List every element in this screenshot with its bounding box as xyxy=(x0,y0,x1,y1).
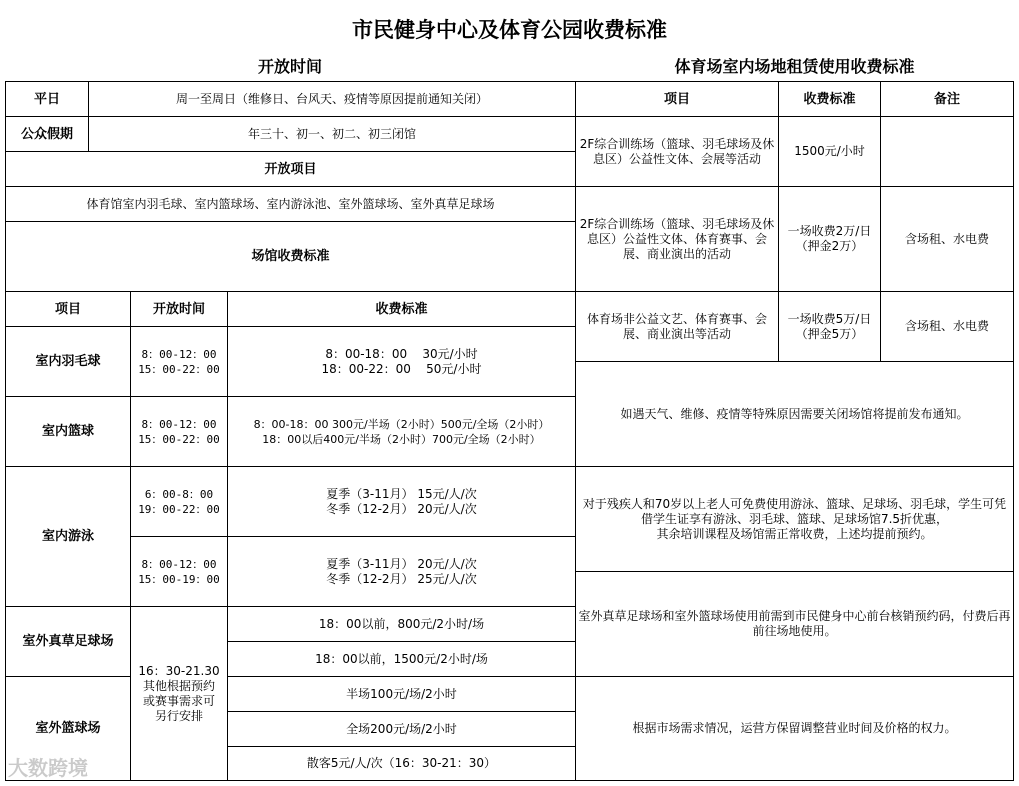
basketball-fee: 8：00-18：00 300元/半场（2小时）500元/全场（2小时） 18：00以后400元/半场（2小时）700元/全场（2小时） xyxy=(227,396,576,467)
rent-row-1-item: 2F综合训练场（篮球、羽毛球场及休息区）公益性文体、会展等活动 xyxy=(575,116,779,187)
rent-header-fee: 收费标准 xyxy=(778,81,881,117)
football-name: 室外真草足球场 xyxy=(5,606,131,677)
rent-row-2-fee: 一场收费2万/日 （押金2万） xyxy=(778,186,881,292)
rent-header-item: 项目 xyxy=(575,81,779,117)
outdoor-basketball-fee-2: 全场200元/场/2小时 xyxy=(227,711,576,747)
weekday-label: 平日 xyxy=(5,81,89,117)
fees-title: 场馆收费标准 xyxy=(5,221,576,292)
note-closure: 如遇天气、维修、疫情等特殊原因需要关闭场馆将提前发布通知。 xyxy=(575,361,1014,467)
left-heading: 开放时间 xyxy=(257,57,322,76)
open-items-title: 开放项目 xyxy=(5,151,576,187)
page-title: 市民健身中心及体育公园收费标准 xyxy=(352,18,667,42)
football-fee-2: 18：00以前，1500元/2小时/场 xyxy=(227,641,576,677)
outdoor-basketball-fee-3: 散客5元/人/次（16：30-21：30） xyxy=(227,746,576,781)
swimming-name: 室内游泳 xyxy=(5,466,131,607)
note-booking: 室外真草足球场和室外篮球场使用前需到市民健身中心前台核销预约码，付费后再前往场地使用。 xyxy=(575,571,1014,677)
basketball-name: 室内篮球 xyxy=(5,396,131,467)
swimming-fee-2: 夏季（3-11月） 20元/人/次 冬季（12-2月） 25元/人/次 xyxy=(227,536,576,607)
header-time: 开放时间 xyxy=(130,291,228,327)
weekday-value: 周一至周日（维修日、台风天、疫情等原因提前通知关闭） xyxy=(88,81,576,117)
swimming-time-2: 8：00-12：00 15：00-19：00 xyxy=(130,536,228,607)
rent-row-1-fee: 1500元/小时 xyxy=(778,116,881,187)
note-rights: 根据市场需求情况，运营方保留调整营业时间及价格的权力。 xyxy=(575,676,1014,781)
badminton-fee: 8：00-18：00 30元/小时 18：00-22：00 50元/小时 xyxy=(227,326,576,397)
watermark-logo: 大数跨境 xyxy=(8,756,88,780)
rent-row-1-note xyxy=(880,116,1014,187)
rent-row-2-note: 含场租、水电费 xyxy=(880,186,1014,292)
outdoor-basketball-name: 室外篮球场 xyxy=(5,676,131,781)
football-fee-1: 18：00以前，800元/2小时/场 xyxy=(227,606,576,642)
rent-row-2-item: 2F综合训练场（篮球、羽毛球场及休息区）公益性文体、体育赛事、会展、商业演出的活动 xyxy=(575,186,779,292)
badminton-name: 室内羽毛球 xyxy=(5,326,131,397)
rent-header-note: 备注 xyxy=(880,81,1014,117)
outdoor-time: 16：30-21.30 其他根据预约 或赛事需求可 另行安排 xyxy=(130,606,228,781)
swimming-fee-1: 夏季（3-11月） 15元/人/次 冬季（12-2月） 20元/人/次 xyxy=(227,466,576,537)
rent-row-3-fee: 一场收费5万/日 （押金5万） xyxy=(778,291,881,362)
basketball-time: 8：00-12：00 15：00-22：00 xyxy=(130,396,228,467)
header-fee: 收费标准 xyxy=(227,291,576,327)
note-discount: 对于残疾人和70岁以上老人可免费使用游泳、篮球、足球场、羽毛球，学生可凭借学生证享有游泳、羽毛球、篮球、足球场馆7.5折优惠， 其余培训课程及场馆需正常收费，上述均提前预约。 xyxy=(575,466,1014,572)
open-items: 体育馆室内羽毛球、室内篮球场、室内游泳池、室外篮球场、室外真草足球场 xyxy=(5,186,576,222)
holiday-label: 公众假期 xyxy=(5,116,89,152)
rent-row-3-note: 含场租、水电费 xyxy=(880,291,1014,362)
outdoor-basketball-fee-1: 半场100元/场/2小时 xyxy=(227,676,576,712)
right-heading: 体育场室内场地租赁使用收费标准 xyxy=(674,57,915,76)
badminton-time: 8：00-12：00 15：00-22：00 xyxy=(130,326,228,397)
swimming-time-1: 6：00-8：00 19：00-22：00 xyxy=(130,466,228,537)
header-item: 项目 xyxy=(5,291,131,327)
rent-row-3-item: 体育场非公益文艺、体育赛事、会展、商业演出等活动 xyxy=(575,291,779,362)
holiday-value: 年三十、初一、初二、初三闭馆 xyxy=(88,116,576,152)
